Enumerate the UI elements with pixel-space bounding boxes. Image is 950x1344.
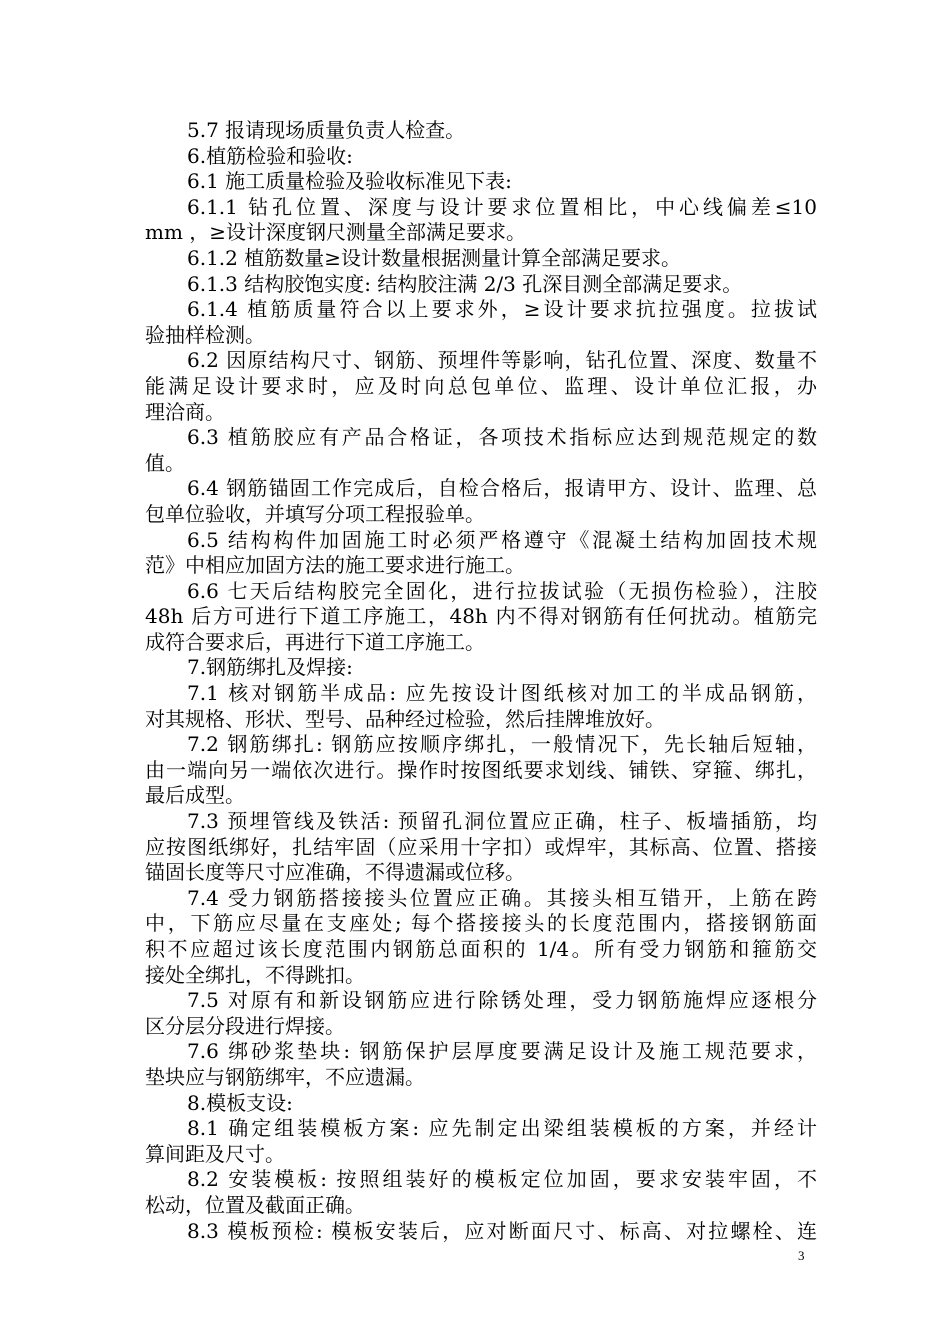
text-line: 由一端向另一端依次进行。操作时按图纸要求划线、铺铁、穿箍、绑扎， [145, 757, 817, 782]
text-line: 能满足设计要求时，应及时向总包单位、监理、设计单位汇报，办 [145, 373, 817, 398]
text-line: 6.4 钢筋锚固工作完成后，自检合格后，报请甲方、设计、监理、总 [187, 476, 817, 501]
text-line: 松动，位置及截面正确。 [145, 1192, 365, 1217]
page-number: 3 [798, 1248, 805, 1263]
text-line: 8.2 安装模板: 按照组装好的模板定位加固，要求安装牢固，不 [187, 1167, 817, 1192]
text-line: 垫块应与钢筋绑牢，不应遗漏。 [145, 1064, 425, 1089]
text-line: 7.6 绑砂浆垫块: 钢筋保护层厚度要满足设计及施工规范要求， [187, 1039, 817, 1064]
text-line: 6.5 结构构件加固施工时必须严格遵守《混凝土结构加固技术规 [187, 527, 817, 552]
text-line: 6.6 七天后结构胶完全固化，进行拉拔试验（无损伤检验），注胶 [187, 578, 817, 603]
body-text [145, 118, 817, 1244]
text-line: 8.1 确定组装模板方案: 应先制定出梁组装模板的方案，并经计 [187, 1116, 817, 1141]
text-line: 6.植筋检验和验收: [187, 143, 353, 168]
text-line: 范》中相应加固方法的施工要求进行施工。 [145, 553, 525, 578]
text-line: 7.5 对原有和新设钢筋应进行除锈处理，受力钢筋施焊应逐根分 [187, 988, 817, 1013]
text-line: 6.2 因原结构尺寸、钢筋、预埋件等影响，钻孔位置、深度、数量不 [187, 348, 817, 373]
text-line: 积不应超过该长度范围内钢筋总面积的 1/4。所有受力钢筋和箍筋交 [145, 937, 817, 961]
text-line: 算间距及尺寸。 [145, 1141, 285, 1166]
text-line: 7.钢筋绑扎及焊接: [187, 655, 353, 680]
text-line: 5.7 报请现场质量负责人检查。 [187, 118, 466, 142]
text-line: 7.3 预埋管线及铁活: 预留孔洞位置应正确，柱子、板墙插筋，均 [187, 809, 817, 834]
text-line: 应按图纸绑好，扎结牢固（应采用十字扣）或焊牢，其标高、位置、搭接 [145, 834, 817, 859]
text-line: 6.1 施工质量检验及验收标准见下表: [187, 169, 512, 194]
text-line: 区分层分段进行焊接。 [145, 1013, 345, 1038]
text-line: 7.4 受力钢筋搭接接头位置应正确。其接头相互错开，上筋在跨 [187, 885, 817, 910]
text-line: 7.2 钢筋绑扎: 钢筋应按顺序绑扎，一般情况下，先长轴后短轴， [187, 732, 817, 757]
text-line: 6.3 植筋胶应有产品合格证，各项技术指标应达到规范规定的数 [187, 425, 817, 450]
text-line: 6.1.3 结构胶饱实度: 结构胶注满 2/3 孔深目测全部满足要求。 [187, 271, 743, 296]
text-line: 中，下筋应尽量在支座处; 每个搭接接头的长度范围内，搭接钢筋面 [145, 911, 817, 936]
text-line: 6.1.1 钻孔位置、深度与设计要求位置相比，中心线偏差≤10 [187, 194, 817, 219]
text-line: 接处全绑扎，不得跳扣。 [145, 962, 365, 987]
text-line: 验抽样检测。 [145, 322, 265, 347]
text-line: 最后成型。 [145, 783, 245, 808]
text-line: 6.1.2 植筋数量≥设计数量根据测量计算全部满足要求。 [187, 245, 682, 270]
text-line: 8.3 模板预检: 模板安装后，应对断面尺寸、标高、对拉螺栓、连 [187, 1218, 817, 1243]
text-line: 理洽商。 [145, 399, 225, 424]
text-line: 8.模板支设: [187, 1090, 293, 1115]
text-line: 锚固长度等尺寸应准确，不得遗漏或位移。 [145, 860, 525, 885]
text-line: mm ，≥设计深度钢尺测量全部满足要求。 [145, 220, 527, 245]
text-line: 包单位验收，并填写分项工程报验单。 [145, 501, 485, 526]
text-line: 值。 [145, 450, 185, 475]
text-line: 48h 后方可进行下道工序施工，48h 内不得对钢筋有任何扰动。植筋完 [145, 604, 817, 629]
text-line: 7.1 核对钢筋半成品: 应先按设计图纸核对加工的半成品钢筋， [187, 681, 817, 706]
text-line: 对其规格、形状、型号、品种经过检验，然后挂牌堆放好。 [145, 706, 665, 731]
text-line: 6.1.4 植筋质量符合以上要求外，≥设计要求抗拉强度。拉拔试 [187, 297, 817, 322]
text-line: 成符合要求后，再进行下道工序施工。 [145, 629, 485, 654]
